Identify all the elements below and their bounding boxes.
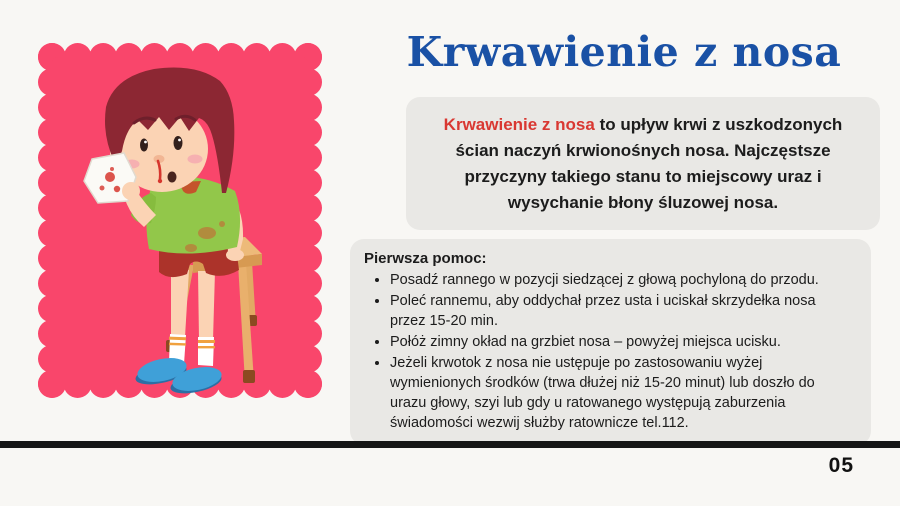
first-aid-heading: Pierwsza pomoc: (364, 250, 487, 267)
first-aid-list (364, 270, 855, 433)
boy-eyes (140, 139, 148, 152)
first-aid-item: • Posadź rannego w pozycji siedzącej z głową pochyloną do przodu. (390, 270, 855, 290)
page-title: Krwawienie z nosa (406, 28, 842, 76)
shirt-stain (198, 227, 216, 239)
definition-highlight: Krwawienie z nosa (443, 114, 595, 134)
tissue-blood-spots (105, 172, 115, 182)
illustration-panel (38, 43, 322, 398)
definition-box (406, 97, 880, 230)
definition-paragraph (430, 112, 856, 216)
first-aid-box (350, 239, 871, 445)
first-aid-item: • Połóż zimny okład na grzbiet nosa – powyżej miejsca ucisku. (390, 332, 855, 352)
first-aid-item: • Poleć rannemu, aby oddychał przez usta i uciskał skrzydełka nosa przez 15-20 min. (390, 291, 855, 331)
boy-mouth (168, 172, 177, 183)
first-aid-item: • Jeżeli krwotok z nosa nie ustępuje po zastosowaniu wyżej wymienionych środków (trwa dłużej niż 15-20 minut) lub doszło do urazu głowy, szyi lub gdy u ratowanego występują zaburzenia świadomości wezwij służby ratownicze tel.112. (390, 353, 855, 433)
boy-hand (122, 182, 140, 200)
page-number: 05 (828, 454, 854, 477)
bottom-divider-bar (0, 441, 900, 448)
definition-text: to upływ krwi z uszkodzonych ścian naczyń krwionośnych nosa. Najczęstsze przyczyny takiego stanu to miejscowy uraz i wysychanie błony śluzowej nosa. (455, 114, 843, 212)
boy-nosebleed-illustration (38, 43, 322, 398)
